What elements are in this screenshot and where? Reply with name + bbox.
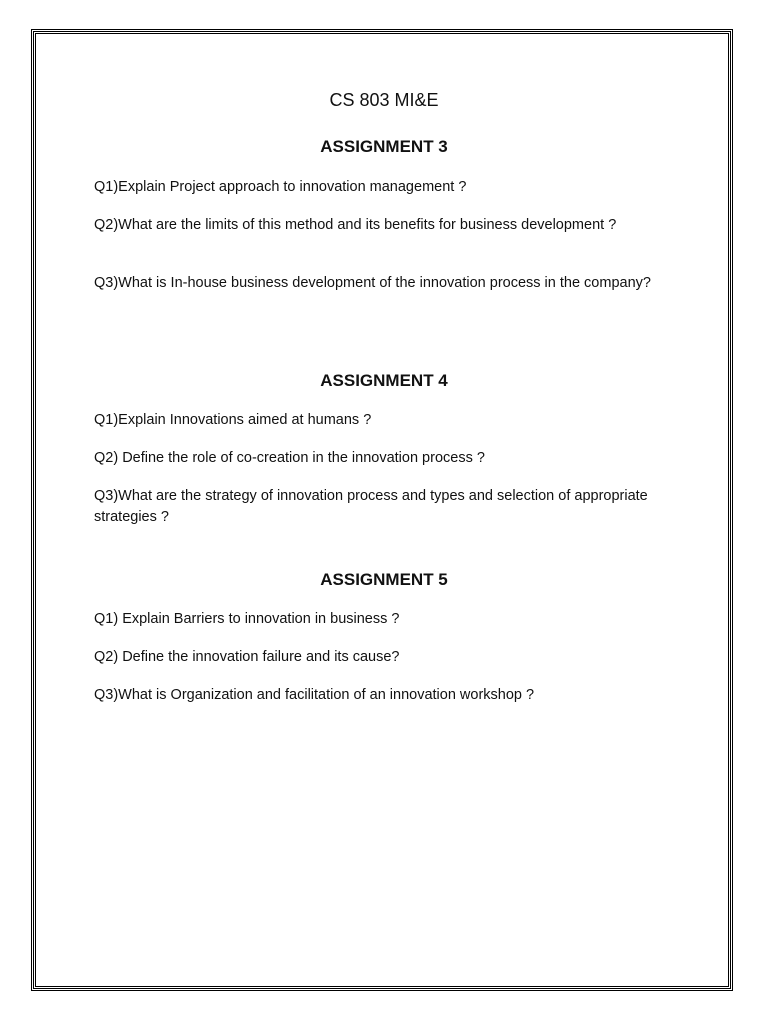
assignment-5-question-2: Q2) Define the innovation failure and its cause? bbox=[94, 649, 400, 665]
document-title: CS 803 MI&E bbox=[329, 90, 439, 110]
assignment-4-question-3: Q3)What are the strategy of innovation process and types and selection of appropriate strategies ? bbox=[94, 488, 648, 525]
assignment-3-question-1: Q1)Explain Project approach to innovation management ? bbox=[94, 179, 467, 195]
assignment-3-heading: ASSIGNMENT 3 bbox=[320, 137, 448, 156]
assignment-5-question-3: Q3)What is Organization and facilitation of an innovation workshop ? bbox=[94, 687, 535, 703]
assignment-5-heading: ASSIGNMENT 5 bbox=[320, 570, 448, 589]
assignment-3-question-3: Q3)What is In-house business development of the innovation process in the company? bbox=[94, 275, 651, 291]
assignment-4-question-2: Q2) Define the role of co-creation in the innovation process ? bbox=[94, 450, 485, 466]
assignment-4-heading: ASSIGNMENT 4 bbox=[320, 371, 448, 390]
assignment-5-question-1: Q1) Explain Barriers to innovation in business ? bbox=[94, 611, 400, 627]
assignment-3-question-2: Q2)What are the limits of this method and its benefits for business development ? bbox=[94, 217, 617, 233]
assignment-4-question-1: Q1)Explain Innovations aimed at humans ? bbox=[94, 412, 372, 428]
